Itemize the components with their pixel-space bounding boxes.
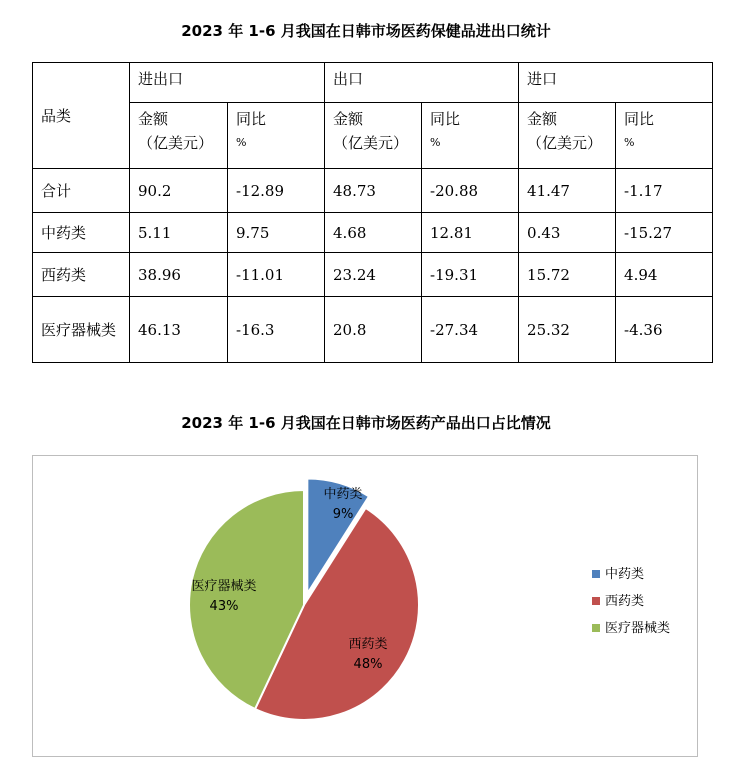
row-category: 医疗器械类 [33,297,130,363]
table-cell: 20.8 [325,297,422,363]
table-cell: -15.27 [616,213,713,253]
table-cell: -4.36 [616,297,713,363]
amount-unit: （亿美元） [333,134,409,152]
yoy-header [422,103,519,169]
amount-header [325,103,422,169]
table-row [33,169,713,213]
amount-label: 金额 [333,110,364,128]
pie-chart-svg [33,456,699,758]
group-header-import: 进口 [519,63,713,103]
yoy-unit: % [236,136,247,149]
table-cell: 4.68 [325,213,422,253]
table-cell: 25.32 [519,297,616,363]
chart-title: 2023 年 1-6 月我国在日韩市场医药产品出口占比情况 [181,414,551,432]
row-category: 中药类 [33,213,130,253]
slice-name-label: 西药类 [348,637,388,652]
table-row [33,253,713,297]
table-row [33,297,713,363]
table-cell: -19.31 [422,253,519,297]
table-cell: 4.94 [616,253,713,297]
yoy-label: 同比 [430,110,461,128]
table-cell: 15.72 [519,253,616,297]
yoy-header [616,103,713,169]
amount-label: 金额 [527,110,558,128]
table-cell: 46.13 [130,297,228,363]
slice-percent-label: 9% [332,507,354,522]
amount-label: 金额 [138,110,169,128]
slice-percent-label: 48% [353,657,383,672]
amount-header [130,103,228,169]
legend-swatch [592,597,600,605]
table-row [33,213,713,253]
table-cell: -27.34 [422,297,519,363]
yoy-unit: % [430,136,441,149]
legend-swatch [592,624,600,632]
table-cell: -20.88 [422,169,519,213]
slice-name-label: 中药类 [323,487,363,502]
table-cell: -11.01 [228,253,325,297]
table-cell: 48.73 [325,169,422,213]
group-header-total: 进出口 [130,63,325,103]
legend-swatch [592,570,600,578]
row-category: 西药类 [33,253,130,297]
group-header-export: 出口 [325,63,519,103]
amount-unit: （亿美元） [527,134,603,152]
table-title: 2023 年 1-6 月我国在日韩市场医药保健品进出口统计 [181,22,551,40]
table-cell: 12.81 [422,213,519,253]
legend-label: 中药类 [605,567,645,582]
table-cell: 41.47 [519,169,616,213]
table-cell: 5.11 [130,213,228,253]
category-header: 品类 [33,63,130,169]
table-cell: 0.43 [519,213,616,253]
stats-table [32,62,713,363]
table-cell: 23.24 [325,253,422,297]
yoy-label: 同比 [236,110,267,128]
amount-header [519,103,616,169]
row-category: 合计 [33,169,130,213]
amount-unit: （亿美元） [138,134,214,152]
yoy-header [228,103,325,169]
table-cell: 38.96 [130,253,228,297]
table-cell: 90.2 [130,169,228,213]
legend-label: 西药类 [605,594,645,609]
pie-chart [32,455,698,757]
slice-percent-label: 43% [209,599,239,614]
table-cell: -16.3 [228,297,325,363]
table-cell: -1.17 [616,169,713,213]
slice-name-label: 医疗器械类 [191,579,257,594]
yoy-label: 同比 [624,110,655,128]
legend-label: 医疗器械类 [605,621,671,636]
table-cell: -12.89 [228,169,325,213]
table-cell: 9.75 [228,213,325,253]
yoy-unit: % [624,136,635,149]
